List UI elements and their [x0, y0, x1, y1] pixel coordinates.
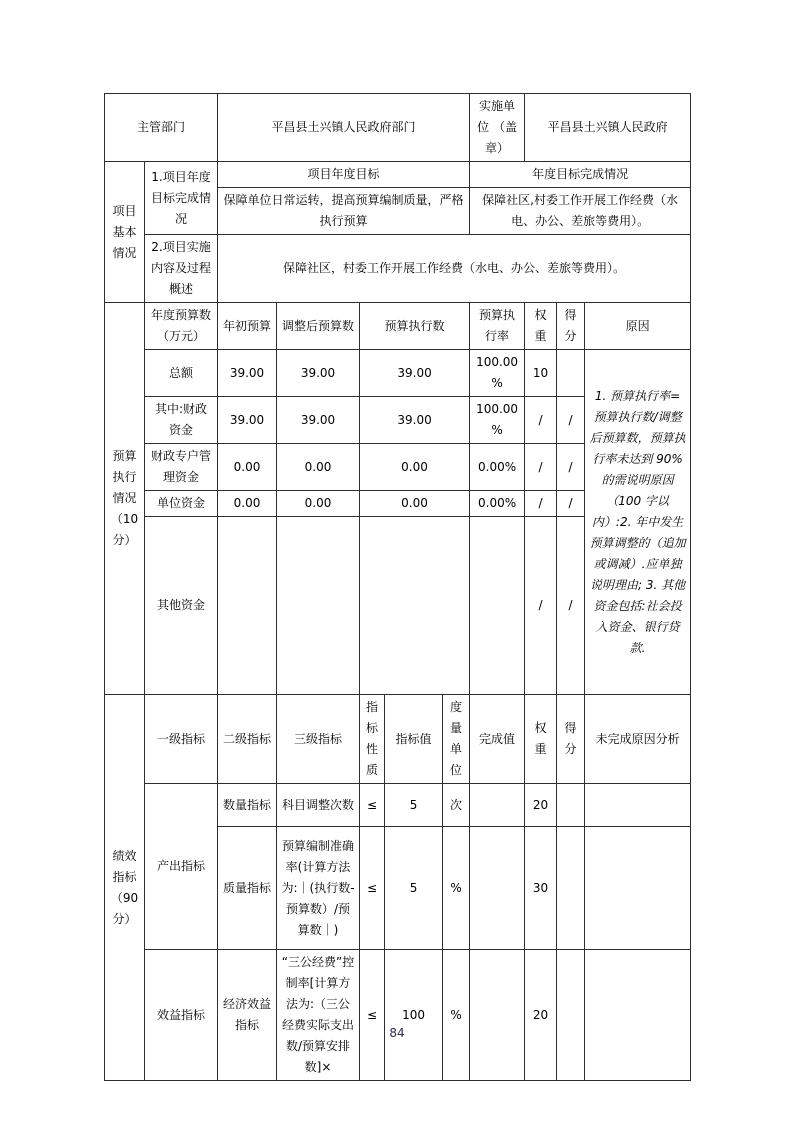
implementation-process-label: 2.项目实施内容及过程概述: [145, 235, 218, 303]
budget-row-label: 财政专户管理资金: [145, 444, 218, 491]
indicator-target-value: 5: [385, 784, 443, 827]
budget-weight-value: /: [525, 491, 557, 517]
budget-weight-value: 10: [525, 350, 557, 397]
budget-rate-value: 100.00%: [470, 350, 525, 397]
budget-weight-value: /: [525, 397, 557, 444]
goal-completion-text: 保障社区,村委工作开展工作经费（水电、办公、差旅等费用）。: [470, 188, 691, 235]
budget-rate-value: [470, 517, 525, 695]
indicator-header-weight: 权重: [525, 695, 557, 784]
budget-score-value: /: [557, 444, 585, 491]
budget-weight-value: /: [525, 517, 557, 695]
table-row: [105, 235, 691, 303]
table-row: [105, 950, 691, 1081]
indicator-actual-value: [470, 827, 525, 950]
budget-initial-value: 0.00: [218, 491, 277, 517]
budget-row-label: 单位资金: [145, 491, 218, 517]
budget-executed-value: 39.00: [360, 397, 470, 444]
indicator-score-value: [557, 827, 585, 950]
indicator-header-level2: 二级指标: [218, 695, 277, 784]
indicator-weight-value: 20: [525, 784, 557, 827]
indicator-level2-value: 质量指标: [218, 827, 277, 950]
indicator-header-value: 指标值: [385, 695, 443, 784]
indicator-level3-value: “三公经费”控制率[计算方法为:（三公经费实际支出数/预算安排数]×: [277, 950, 360, 1081]
indicator-nature-value: ≤: [360, 950, 385, 1081]
budget-score-value: /: [557, 517, 585, 695]
budget-adjusted-value: 39.00: [277, 397, 360, 444]
implementation-process-text: 保障社区，村委工作开展工作经费（水电、办公、差旅等费用）。: [218, 235, 691, 303]
budget-adjusted-value: 0.00: [277, 444, 360, 491]
indicator-unit-value: 次: [443, 784, 470, 827]
budget-rate-value: 100.00%: [470, 397, 525, 444]
budget-initial-value: 0.00: [218, 444, 277, 491]
budget-row-label: 其他资金: [145, 517, 218, 695]
budget-weight-value: /: [525, 444, 557, 491]
budget-adjusted-value: 39.00: [277, 350, 360, 397]
indicator-header-nature: 指标性质: [360, 695, 385, 784]
budget-header-initial: 年初预算: [218, 303, 277, 350]
implement-unit-label: 实施单位 （盖章）: [470, 94, 525, 162]
budget-executed-value: 39.00: [360, 350, 470, 397]
section-label-basic-info: 项目基本情况: [105, 162, 145, 303]
indicator-score-value: [557, 784, 585, 827]
budget-initial-value: 39.00: [218, 397, 277, 444]
indicator-unit-value: %: [443, 827, 470, 950]
table-row: [105, 94, 691, 162]
indicator-target-value: 5: [385, 827, 443, 950]
indicator-header-analysis: 未完成原因分析: [585, 695, 691, 784]
annual-goal-header: 项目年度目标: [218, 162, 470, 188]
indicator-actual-value: [470, 950, 525, 1081]
indicator-unit-value: %: [443, 950, 470, 1081]
indicator-analysis-value: [585, 827, 691, 950]
goal-completion-header: 年度目标完成情况: [470, 162, 691, 188]
indicator-analysis-value: [585, 950, 691, 1081]
indicator-weight-value: 30: [525, 827, 557, 950]
budget-executed-value: [360, 517, 470, 695]
page-number: 84: [389, 1026, 405, 1040]
table-row: [105, 303, 691, 350]
budget-header-reason: 原因: [585, 303, 691, 350]
indicator-level2-value: 经济效益指标: [218, 950, 277, 1081]
budget-row-label: 总额: [145, 350, 218, 397]
indicator-actual-value: [470, 784, 525, 827]
budget-rate-value: 0.00%: [470, 444, 525, 491]
budget-header-score: 得分: [557, 303, 585, 350]
indicator-header-level3: 三级指标: [277, 695, 360, 784]
annual-goal-completion-label: 1.项目年度目标完成情况: [145, 162, 218, 235]
indicator-nature-value: ≤: [360, 827, 385, 950]
budget-header-adjusted: 调整后预算数: [277, 303, 360, 350]
section-label-performance-indicators: 绩效指标（90分）: [105, 695, 145, 1081]
budget-row-label: 其中:财政资金: [145, 397, 218, 444]
budget-header-weight: 权重: [525, 303, 557, 350]
indicator-header-actual: 完成值: [470, 695, 525, 784]
performance-evaluation-table: [104, 93, 691, 1081]
budget-adjusted-value: [277, 517, 360, 695]
indicator-analysis-value: [585, 784, 691, 827]
budget-initial-value: 39.00: [218, 350, 277, 397]
table-row: [105, 784, 691, 827]
indicator-level1-value: 产出指标: [145, 784, 218, 950]
indicator-header-unit: 度量单位: [443, 695, 470, 784]
budget-score-value: /: [557, 397, 585, 444]
indicator-level3-value: 科目调整次数: [277, 784, 360, 827]
section-label-budget-execution: 预算执行情况（10分）: [105, 303, 145, 695]
budget-initial-value: [218, 517, 277, 695]
budget-score-value: [557, 350, 585, 397]
table-row: [105, 350, 691, 397]
supervisor-dept-label: 主管部门: [105, 94, 218, 162]
indicator-weight-value: 20: [525, 950, 557, 1081]
table-row: [105, 695, 691, 784]
indicator-nature-value: ≤: [360, 784, 385, 827]
budget-adjusted-value: 0.00: [277, 491, 360, 517]
budget-reason-text: 1. 预算执行率=预算执行数/调整后预算数，预算执行率未达到 90%的需说明原因（100 字以内）:2. 年中发生预算调整的（追加或调减）.应单独说明理由; 3. 其他资金包括:社会投入资金、银行贷款.: [585, 350, 691, 695]
indicator-header-score: 得分: [557, 695, 585, 784]
indicator-level1-value: 效益指标: [145, 950, 218, 1081]
budget-header-executed: 预算执行数: [360, 303, 470, 350]
budget-executed-value: 0.00: [360, 444, 470, 491]
table-row: [105, 162, 691, 188]
indicator-score-value: [557, 950, 585, 1081]
indicator-level2-value: 数量指标: [218, 784, 277, 827]
indicator-target-value: 100: [385, 950, 443, 1081]
budget-rate-value: 0.00%: [470, 491, 525, 517]
budget-header-row-label: 年度预算数（万元）: [145, 303, 218, 350]
supervisor-dept-value: 平昌县土兴镇人民政府部门: [218, 94, 470, 162]
budget-header-rate: 预算执行率: [470, 303, 525, 350]
budget-executed-value: 0.00: [360, 491, 470, 517]
implement-unit-value: 平昌县土兴镇人民政府: [525, 94, 691, 162]
annual-goal-text: 保障单位日常运转，提高预算编制质量，严格执行预算: [218, 188, 470, 235]
budget-score-value: /: [557, 491, 585, 517]
indicator-level3-value: 预算编制准确率(计算方法为:｜(执行数-预算数）/预算数｜): [277, 827, 360, 950]
indicator-header-level1: 一级指标: [145, 695, 218, 784]
